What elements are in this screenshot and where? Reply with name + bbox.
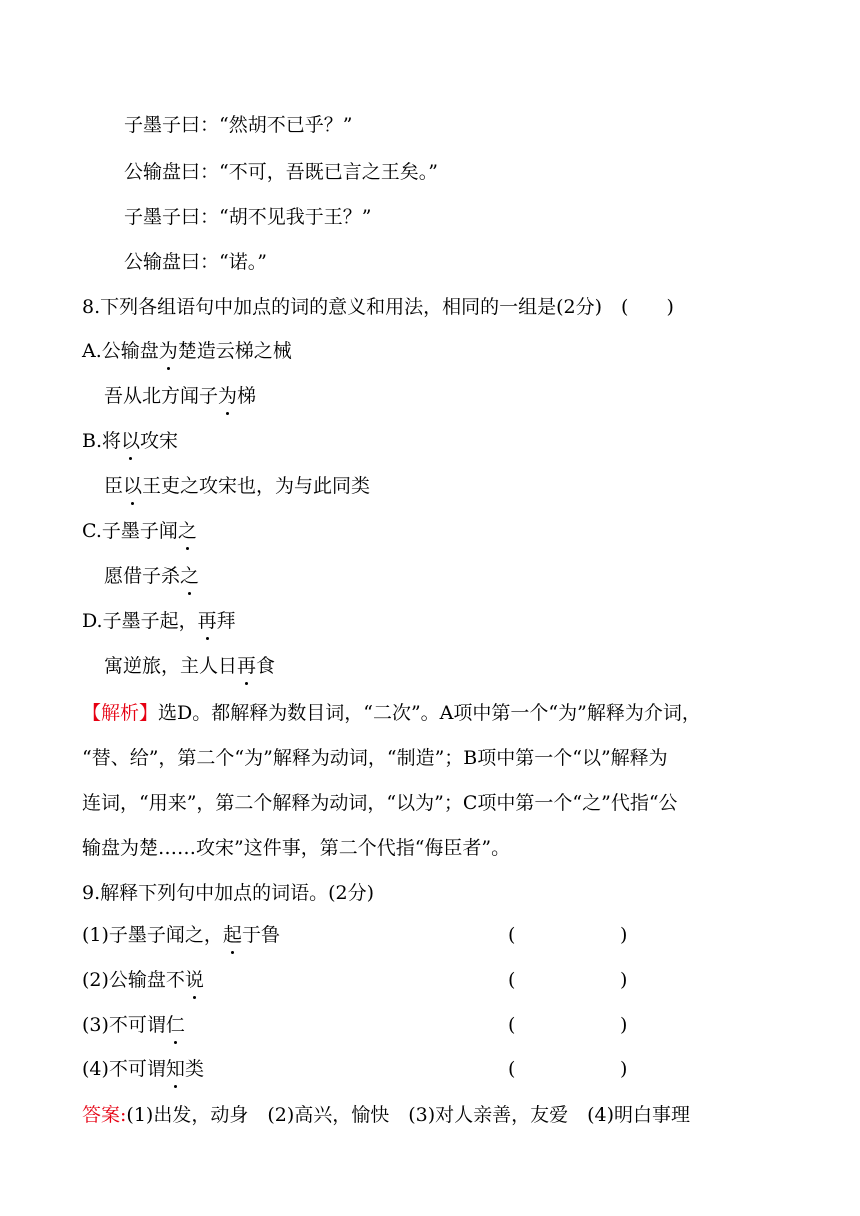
analysis-line: 连词，“用来”，第二个解释为动词，“以为”；C项中第一个“之”代指“公	[82, 792, 678, 814]
analysis-line	[82, 700, 701, 726]
text: 吾从北方闻子	[104, 385, 219, 407]
text: 将	[102, 430, 122, 452]
text: 于鲁	[241, 924, 280, 946]
dotted-word: 之	[177, 520, 197, 542]
answer-blank-open: (	[508, 969, 516, 991]
text: (2)公输盘不	[82, 969, 185, 991]
text: 类	[184, 1058, 204, 1080]
analysis-line: 输盘为楚……攻宋”这件事，第二个代指“侮臣者”。	[82, 837, 511, 859]
dotted-word: 知	[165, 1058, 185, 1080]
dialogue-line	[124, 204, 371, 230]
option-d-first	[82, 608, 236, 634]
option-c-first	[82, 518, 197, 544]
text: 寓逆旅，主人日	[104, 655, 238, 677]
dotted-word: 为	[218, 385, 238, 407]
answer-tag: 答案:	[82, 1104, 127, 1126]
dotted-word: 说	[184, 969, 204, 991]
text: 臣	[104, 475, 124, 497]
text: (1)子墨子闻之，	[82, 924, 223, 946]
speaker: 子墨子曰：	[124, 114, 220, 136]
option-label: B.	[82, 430, 103, 452]
quote: “然胡不已乎？”	[219, 114, 353, 136]
dotted-word: 起	[222, 924, 242, 946]
text: 子墨子闻	[101, 520, 178, 542]
speaker: 公输盘曰：	[124, 161, 220, 183]
speaker: 子墨子曰：	[124, 206, 220, 228]
answer-line	[82, 1102, 690, 1128]
option-d-second	[104, 653, 275, 679]
question-9-stem: 9.解释下列句中加点的词语。(2分)	[82, 882, 375, 904]
text: 楚造云梯之械	[177, 340, 292, 362]
text: 公输盘	[101, 340, 159, 362]
text: 食	[256, 655, 276, 677]
answer-blank-close: )	[620, 1058, 628, 1080]
option-label: A.	[82, 340, 102, 362]
answer-blank-open: (	[508, 1058, 516, 1080]
dotted-word: 为	[158, 340, 178, 362]
text: 王吏之攻宋也，为与此同类	[142, 475, 371, 497]
answer-blank-open: (	[508, 924, 516, 946]
analysis-tag: 【解析】	[82, 702, 159, 724]
q9-item-3	[82, 1012, 185, 1038]
answer-blank-close: )	[620, 1014, 628, 1036]
text: 梯	[237, 385, 257, 407]
quote: “诺。”	[219, 251, 267, 273]
option-b-second	[104, 473, 370, 499]
q9-item-4	[82, 1056, 204, 1082]
text: 子墨子起，	[102, 610, 198, 632]
dialogue-line	[124, 112, 352, 138]
option-b-first	[82, 428, 178, 454]
dotted-word: 以	[121, 430, 141, 452]
text: 拜	[216, 610, 236, 632]
answer-blank-close: )	[620, 924, 628, 946]
dialogue-line	[124, 159, 438, 185]
text: (3)不可谓	[82, 1014, 166, 1036]
dotted-word: 之	[180, 565, 200, 587]
option-label: D.	[82, 610, 103, 632]
analysis-line: “替、给”，第二个“为”解释为动词，“制造”；B项中第一个“以”解释为	[82, 747, 668, 769]
answer-blank-close: )	[620, 969, 628, 991]
q9-item-2	[82, 967, 204, 993]
text: (4)不可谓	[82, 1058, 166, 1080]
dotted-word: 以	[123, 475, 143, 497]
text: 愿借子杀	[104, 565, 181, 587]
dotted-word: 再	[237, 655, 257, 677]
analysis-text: 选D。都解释为数目词，“二次”。A项中第一个“为”解释为介词，	[158, 702, 701, 724]
text: 攻宋	[140, 430, 179, 452]
dotted-word: 再	[197, 610, 217, 632]
question-8-stem: 8.下列各组语句中加点的词的意义和用法，相同的一组是(2分) ( )	[82, 296, 674, 318]
option-a-first	[82, 338, 292, 364]
answer-blank-open: (	[508, 1014, 516, 1036]
option-c-second	[104, 563, 199, 589]
dialogue-line	[124, 249, 267, 275]
q9-item-1	[82, 922, 280, 948]
speaker: 公输盘曰：	[124, 251, 220, 273]
dotted-word: 仁	[165, 1014, 185, 1036]
option-a-second	[104, 383, 256, 409]
quote: “不可，吾既已言之王矣。”	[219, 161, 438, 183]
answer-text: (1)出发，动身 (2)高兴，愉快 (3)对人亲善，友爱 (4)明白事理	[126, 1104, 691, 1126]
option-label: C.	[82, 520, 102, 542]
quote: “胡不见我于王？”	[219, 206, 372, 228]
